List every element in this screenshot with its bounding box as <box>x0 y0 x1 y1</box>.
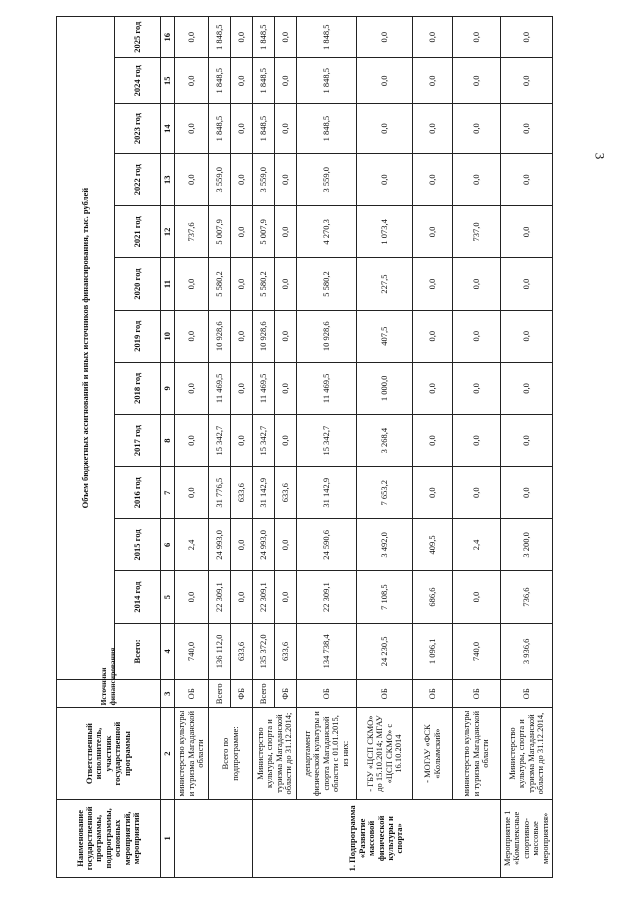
value-cell: 0,0 <box>501 467 553 519</box>
value-cell: 11 469,5 <box>253 362 275 414</box>
value-cell: 1 848,5 <box>209 58 231 104</box>
value-cell: 5 580,2 <box>209 258 231 310</box>
value-cell: 1 848,5 <box>297 58 357 104</box>
value-cell: 4 270,3 <box>297 206 357 258</box>
value-cell: 0,0 <box>357 17 413 58</box>
value-cell: 0,0 <box>413 258 453 310</box>
value-cell: 0,0 <box>275 17 297 58</box>
value-cell: 3 936,6 <box>501 623 553 680</box>
value-cell: 0,0 <box>413 58 453 104</box>
source-cell: ОБ <box>453 680 501 708</box>
value-cell: 0,0 <box>275 414 297 466</box>
header-year: 2017 год <box>115 414 161 466</box>
value-cell: 0,0 <box>231 17 253 58</box>
header-volume: Объем бюджетных ассигнований и иных источников финансирования, тыс. рублей <box>57 17 115 680</box>
value-cell: 3 559,0 <box>209 154 231 206</box>
value-cell: 22 309,1 <box>297 571 357 623</box>
value-cell: 0,0 <box>501 104 553 154</box>
value-cell: 0,0 <box>175 154 209 206</box>
source-cell: Всего <box>209 680 231 708</box>
value-cell: 409,5 <box>413 519 453 571</box>
value-cell: 0,0 <box>275 258 297 310</box>
col-number: 7 <box>161 467 175 519</box>
value-cell: 0,0 <box>413 310 453 362</box>
value-cell: 0,0 <box>275 206 297 258</box>
value-cell: 0,0 <box>175 258 209 310</box>
value-cell: 740,0 <box>175 623 209 680</box>
col-number: 14 <box>161 104 175 154</box>
header-year: 2022 год <box>115 154 161 206</box>
value-cell: 3 559,0 <box>297 154 357 206</box>
header-source: Источники финансирования <box>57 680 161 708</box>
value-cell: 0,0 <box>275 310 297 362</box>
value-cell: 22 309,1 <box>209 571 231 623</box>
rotated-table <box>56 16 585 878</box>
value-cell: 0,0 <box>413 362 453 414</box>
col-number: 1 <box>161 799 175 877</box>
executor-cell: - ГБУ «ЦСП СКМО» до 15.10.2014; МГАУ «ЦСП СКМО» с 16.10.2014 <box>357 708 413 799</box>
value-cell: 31 142,9 <box>253 467 275 519</box>
value-cell: 0,0 <box>413 154 453 206</box>
value-cell: 407,5 <box>357 310 413 362</box>
value-cell: 0,0 <box>453 414 501 466</box>
value-cell: 0,0 <box>453 258 501 310</box>
header-year: 2016 год <box>115 467 161 519</box>
value-cell: 22 309,1 <box>253 571 275 623</box>
value-cell: 0,0 <box>275 571 297 623</box>
value-cell: 633,6 <box>231 467 253 519</box>
header-year: 2023 год <box>115 104 161 154</box>
value-cell: 0,0 <box>275 519 297 571</box>
source-cell: ОБ <box>175 680 209 708</box>
value-cell: 0,0 <box>501 154 553 206</box>
value-cell: 0,0 <box>175 362 209 414</box>
value-cell: 0,0 <box>413 206 453 258</box>
value-cell: 633,6 <box>231 623 253 680</box>
value-cell: 1 073,4 <box>357 206 413 258</box>
value-cell: 0,0 <box>275 104 297 154</box>
col-number: 2 <box>161 708 175 799</box>
value-cell: 0,0 <box>231 206 253 258</box>
header-total: Всего: <box>115 623 161 680</box>
value-cell: 15 342,7 <box>297 414 357 466</box>
value-cell: 3 268,4 <box>357 414 413 466</box>
value-cell: 0,0 <box>501 58 553 104</box>
value-cell: 0,0 <box>357 104 413 154</box>
value-cell: 0,0 <box>175 104 209 154</box>
value-cell: 31 776,5 <box>209 467 231 519</box>
value-cell: 0,0 <box>231 362 253 414</box>
source-cell: ОБ <box>297 680 357 708</box>
value-cell: 0,0 <box>501 206 553 258</box>
value-cell: 737,0 <box>453 206 501 258</box>
value-cell: 0,0 <box>275 154 297 206</box>
value-cell: 0,0 <box>453 17 501 58</box>
col-number: 8 <box>161 414 175 466</box>
col-number: 6 <box>161 519 175 571</box>
value-cell: 0,0 <box>231 414 253 466</box>
value-cell: 1 096,1 <box>413 623 453 680</box>
col-number: 15 <box>161 58 175 104</box>
value-cell: 0,0 <box>175 571 209 623</box>
header-executor: Ответственный исполнитель, участник государственной программы <box>57 708 161 799</box>
value-cell: 3 200,0 <box>501 519 553 571</box>
value-cell: 0,0 <box>231 310 253 362</box>
value-cell: 740,0 <box>453 623 501 680</box>
header-year: 2024 год <box>115 58 161 104</box>
value-cell: 0,0 <box>413 414 453 466</box>
value-cell: 7 108,5 <box>357 571 413 623</box>
value-cell: 0,0 <box>231 519 253 571</box>
value-cell: 24 993,0 <box>209 519 231 571</box>
header-year: 2025 год <box>115 17 161 58</box>
col-number: 9 <box>161 362 175 414</box>
value-cell: 0,0 <box>231 258 253 310</box>
value-cell: 0,0 <box>501 362 553 414</box>
value-cell: 227,5 <box>357 258 413 310</box>
value-cell: 1 848,5 <box>253 58 275 104</box>
value-cell: 2,4 <box>453 519 501 571</box>
value-cell: 0,0 <box>501 310 553 362</box>
value-cell: 24 993,0 <box>253 519 275 571</box>
value-cell: 0,0 <box>175 310 209 362</box>
measure-name: Мероприятие 1 «Комплексные спортивно-массовые мероприятия» <box>501 799 553 877</box>
source-cell: ФБ <box>275 680 297 708</box>
executor-cell: департамент физической культуры и спорта Магаданской области с 01.01.2015, из них: <box>297 708 357 799</box>
value-cell: 7 653,2 <box>357 467 413 519</box>
value-cell: 5 007,9 <box>209 206 231 258</box>
value-cell: 2,4 <box>175 519 209 571</box>
value-cell: 134 738,4 <box>297 623 357 680</box>
value-cell: 633,6 <box>275 623 297 680</box>
value-cell: 633,6 <box>275 467 297 519</box>
header-year: 2014 год <box>115 571 161 623</box>
value-cell: 0,0 <box>453 58 501 104</box>
value-cell: 1 848,5 <box>253 17 275 58</box>
value-cell: 0,0 <box>275 362 297 414</box>
source-cell: Всего <box>253 680 275 708</box>
executor-cell: министерство культуры и туризма Магаданской области <box>453 708 501 799</box>
value-cell: 1 848,5 <box>297 17 357 58</box>
value-cell: 0,0 <box>453 571 501 623</box>
header-year: 2019 год <box>115 310 161 362</box>
value-cell: 10 928,6 <box>209 310 231 362</box>
value-cell: 136 112,0 <box>209 623 231 680</box>
value-cell: 0,0 <box>357 58 413 104</box>
value-cell: 0,0 <box>357 154 413 206</box>
value-cell: 1 848,5 <box>209 104 231 154</box>
value-cell: 0,0 <box>231 571 253 623</box>
value-cell: 0,0 <box>231 104 253 154</box>
source-cell: ОБ <box>357 680 413 708</box>
col-number: 12 <box>161 206 175 258</box>
value-cell: 5 007,9 <box>253 206 275 258</box>
executor-cell: Всего по подпрограмме: <box>209 708 253 799</box>
source-cell: ОБ <box>413 680 453 708</box>
value-cell: 0,0 <box>175 17 209 58</box>
value-cell: 736,6 <box>501 571 553 623</box>
value-cell: 31 142,9 <box>297 467 357 519</box>
subprogram-name: 1. Подпрограмма «Развитие массовой физической культуры и спорта» <box>253 799 501 877</box>
executor-cell: министерство культуры и туризма Магаданской области <box>175 708 209 799</box>
value-cell: 0,0 <box>453 467 501 519</box>
value-cell: 737,6 <box>175 206 209 258</box>
value-cell: 3 492,0 <box>357 519 413 571</box>
value-cell: 0,0 <box>175 414 209 466</box>
col-number: 4 <box>161 623 175 680</box>
source-cell: ОБ <box>501 680 553 708</box>
header-year: 2021 год <box>115 206 161 258</box>
value-cell: 0,0 <box>501 414 553 466</box>
value-cell: 11 469,5 <box>297 362 357 414</box>
value-cell: 0,0 <box>175 58 209 104</box>
value-cell: 24 230,5 <box>357 623 413 680</box>
value-cell: 15 342,7 <box>253 414 275 466</box>
source-cell: ФБ <box>231 680 253 708</box>
value-cell: 0,0 <box>275 58 297 104</box>
col-number: 13 <box>161 154 175 206</box>
value-cell: 5 580,2 <box>253 258 275 310</box>
value-cell: 0,0 <box>413 17 453 58</box>
value-cell: 10 928,6 <box>253 310 275 362</box>
value-cell: 24 590,6 <box>297 519 357 571</box>
col-number: 5 <box>161 571 175 623</box>
col-number: 16 <box>161 17 175 58</box>
value-cell: 11 469,5 <box>209 362 231 414</box>
value-cell: 1 848,5 <box>209 17 231 58</box>
col-number: 10 <box>161 310 175 362</box>
col-number: 3 <box>161 680 175 708</box>
value-cell: 5 580,2 <box>297 258 357 310</box>
header-name: Наименование государственной программы, подпрограммы, основных мероприятий, мероприятий <box>57 799 161 877</box>
executor-cell: - МОГАУ «ФСК «Колымский» <box>413 708 453 799</box>
value-cell: 135 372,0 <box>253 623 275 680</box>
value-cell: 15 342,7 <box>209 414 231 466</box>
value-cell: 0,0 <box>501 258 553 310</box>
budget-table <box>56 16 553 878</box>
value-cell: 686,6 <box>413 571 453 623</box>
col-number: 11 <box>161 258 175 310</box>
value-cell: 3 559,0 <box>253 154 275 206</box>
value-cell: 0,0 <box>413 467 453 519</box>
page-number: 3 <box>592 152 608 160</box>
value-cell: 0,0 <box>175 467 209 519</box>
value-cell: 0,0 <box>413 104 453 154</box>
name-cell-empty <box>175 799 253 877</box>
header-year: 2015 год <box>115 519 161 571</box>
value-cell: 0,0 <box>501 17 553 58</box>
value-cell: 1 000,0 <box>357 362 413 414</box>
value-cell: 0,0 <box>453 362 501 414</box>
value-cell: 1 848,5 <box>297 104 357 154</box>
executor-cell: Министерство культуры, спорта и туризма Магаданской области до 31.12.2014; <box>253 708 297 799</box>
value-cell: 0,0 <box>231 58 253 104</box>
value-cell: 0,0 <box>453 310 501 362</box>
budget-table-container <box>56 16 585 878</box>
value-cell: 10 928,6 <box>297 310 357 362</box>
header-year: 2020 год <box>115 258 161 310</box>
executor-cell: Министерство культуры, спорта и туризма Магаданской области до 31.12.2014, <box>501 708 553 799</box>
value-cell: 0,0 <box>453 154 501 206</box>
value-cell: 1 848,5 <box>253 104 275 154</box>
value-cell: 0,0 <box>453 104 501 154</box>
header-year: 2018 год <box>115 362 161 414</box>
value-cell: 0,0 <box>231 154 253 206</box>
